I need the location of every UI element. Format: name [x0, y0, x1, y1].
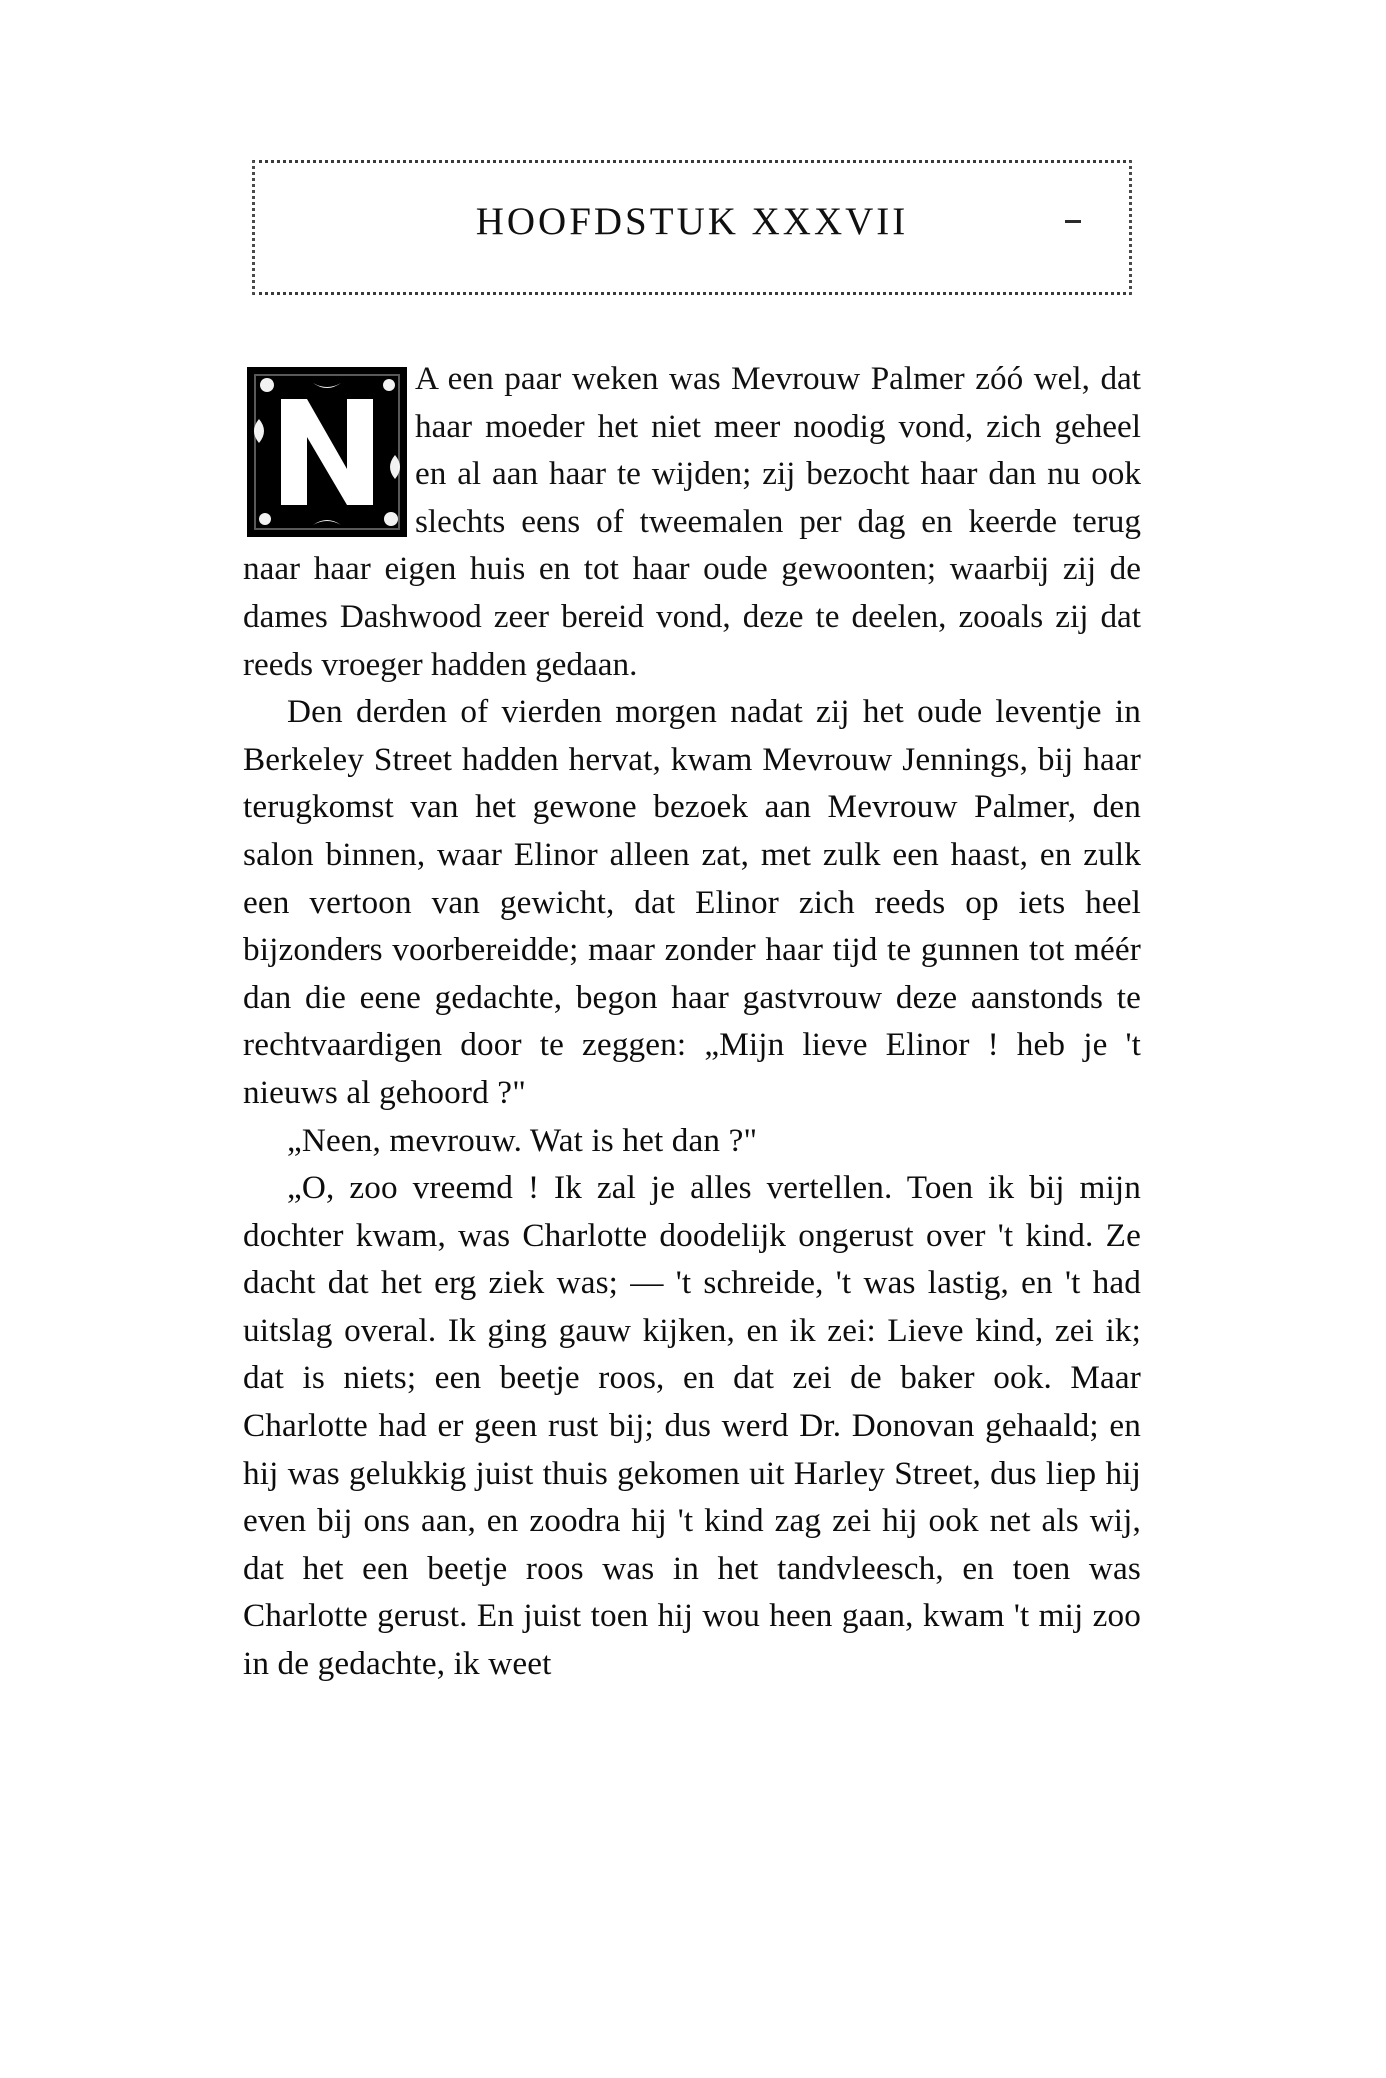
drop-cap-n-icon [243, 359, 411, 545]
paragraph-1: A een paar weken was Mevrouw Palmer zóó wel, dat haar moeder het niet meer noodig vond, zich geheel en al aan haar te wijden; zij bezocht haar dan nu ook slechts eens of tweemalen per dag en keerde terug naar haar eigen huis en tot haar oude gewoonten; waarbij zij de dames Dashwood zeer bereid vond, deze te deelen, zooals zij dat reeds vroeger hadden gedaan. [243, 360, 1141, 683]
page-title: HOOFDSTUK XXXVII [475, 200, 909, 243]
paragraph-4: „O, zoo vreemd ! Ik zal je alles vertellen. Toen ik bij mijn dochter kwam, was Charlotte doodelijk ongerust over 't kind. Ze dacht dat het erg ziek was; — 't schreide, 't was lastig, en 't had uitslag overal. Ik ging gauw kijken, en ik zei: Lieve kind, zei ik; dat is niets; een beetje roos, en dat zei de baker ook. Maar Charlotte had er geen rust bij; dus werd Dr. Donovan gehaald; en hij was gelukkig juist thuis gekomen uit Harley Street, dus liep hij even bij ons aan, en zoodra hij 't kind zag zei hij ook net als wij, dat het een beetje roos was in het tandvleesch, en toen was Charlotte gerust. En juist toen hij wou heen gaan, kwam 't mij zoo in de gedachte, ik weet [243, 1169, 1141, 1683]
chapter-header-box [252, 160, 1132, 295]
paragraph-2: Den derden of vierden morgen nadat zij het oude leventje in Berkeley Street hadden hervat, kwam Mevrouw Jennings, bij haar terugkomst van het gewone bezoek aan Mevrouw Palmer, den salon binnen, waar Elinor alleen zat, met zulk een haast, en zulk een vertoon van gewicht, dat Elinor zich reeds op iets heel bijzonders voorbereidde; maar zonder haar tijd te gunnen tot méér dan die eene gedachte, begon haar gastvrouw deze aanstonds te rechtvaardigen door te zeggen: „Mijn lieve Elinor ! heb je 't nieuws al gehoord ?" [243, 693, 1141, 1111]
paragraph-3: „Neen, mevrouw. Wat is het dan ?" [287, 1121, 758, 1159]
body-text [243, 355, 1141, 1688]
decorated-initial [243, 359, 411, 545]
header-marker-dash [1065, 220, 1081, 223]
